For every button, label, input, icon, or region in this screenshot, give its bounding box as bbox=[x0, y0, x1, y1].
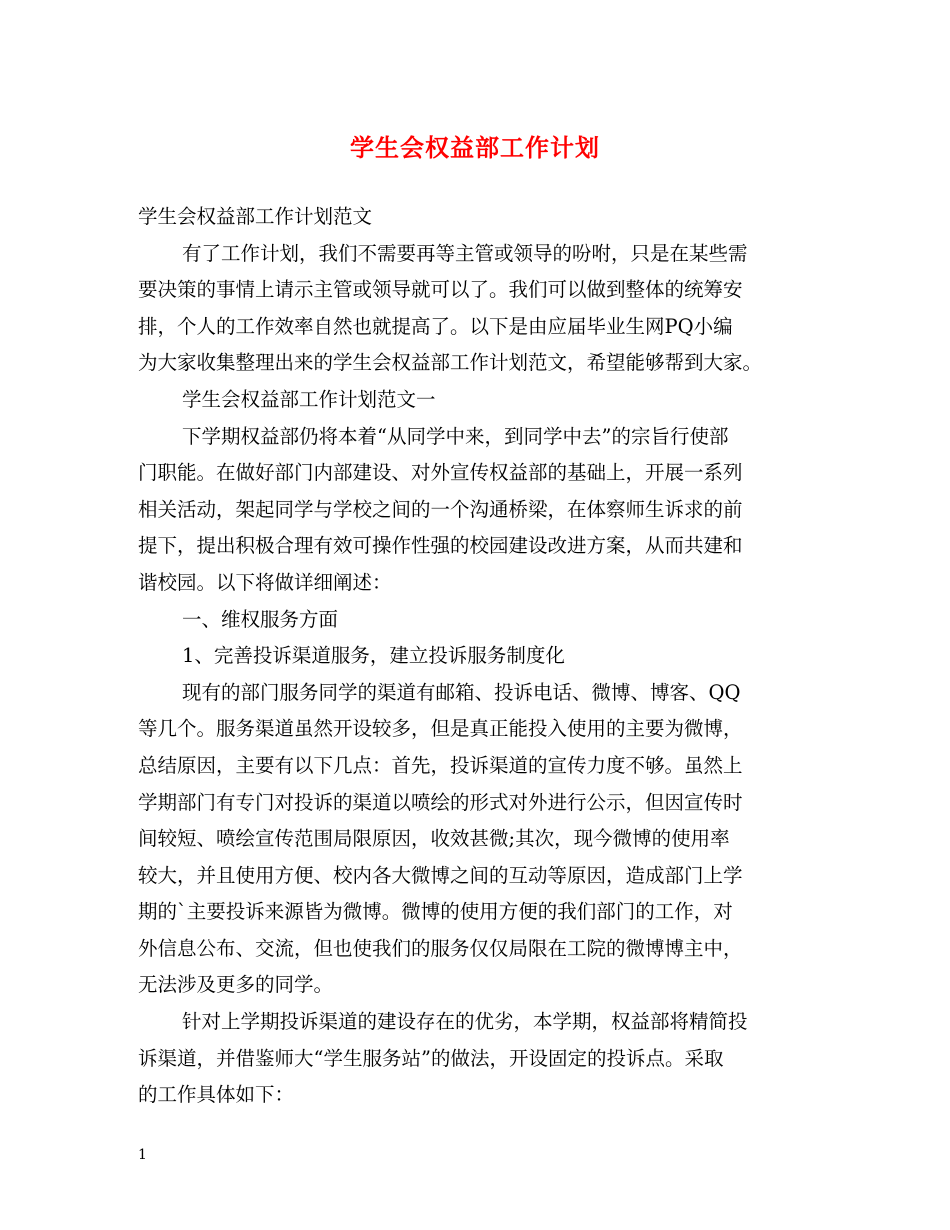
paragraph-line: 谐校园。以下将做详细阐述： bbox=[138, 570, 392, 594]
document-body bbox=[138, 199, 818, 1114]
section-heading: 学生会权益部工作计划范文 bbox=[138, 205, 373, 228]
paragraph-line: 为大家收集整理出来的学生会权益部工作计划范文，希望能够帮到大家。 bbox=[138, 351, 763, 375]
paragraph-line: 外信息公布、交流，但也使我们的服务仅仅局限在工院的微博博主中， bbox=[138, 936, 743, 960]
paragraph-line: 的工作具体如下： bbox=[138, 1083, 295, 1107]
subsection-heading: 1、完善投诉渠道服务，建立投诉服务制度化 bbox=[182, 644, 565, 668]
paragraph-line: 针对上学期投诉渠道的建设存在的优劣，本学期，权益部将精简投 bbox=[182, 1010, 748, 1034]
paragraph-line: 下学期权益部仍将本着“从同学中来，到同学中去”的宗旨行使部 bbox=[182, 424, 729, 448]
paragraph-line: 门职能。在做好部门内部建设、对外宣传权益部的基础上，开展一系列 bbox=[138, 461, 743, 485]
paragraph-line: 排，个人的工作效率自然也就提高了。以下是由应届毕业生网PQ小编 bbox=[138, 314, 733, 338]
paragraph-line: 总结原因，主要有以下几点：首先，投诉渠道的宣传力度不够。虽然上 bbox=[138, 753, 743, 777]
paragraph-line: 期的`主要投诉来源皆为微博。微博的使用方便的我们部门的工作，对 bbox=[138, 900, 733, 924]
paragraph-line: 较大，并且使用方便、校内各大微博之间的互动等原因，造成部门上学 bbox=[138, 863, 743, 887]
paragraph-line: 有了工作计划，我们不需要再等主管或领导的吩咐，只是在某些需 bbox=[182, 241, 748, 265]
paragraph-line: 提下，提出积极合理有效可操作性强的校园建设改进方案，从而共建和 bbox=[138, 534, 743, 558]
paragraph-line: 相关活动，架起同学与学校之间的一个沟通桥梁，在体察师生诉求的前 bbox=[138, 497, 743, 521]
section-heading: 一、维权服务方面 bbox=[182, 607, 339, 631]
paragraph-line: 等几个。服务渠道虽然开设较多，但是真正能投入使用的主要为微博， bbox=[138, 717, 743, 741]
paragraph-line: 无法涉及更多的同学。 bbox=[138, 973, 334, 997]
paragraph-line: 间较短、喷绘宣传范围局限原因，收效甚微;其次，现今微博的使用率 bbox=[138, 827, 730, 851]
paragraph-line: 要决策的事情上请示主管或领导就可以了。我们可以做到整体的统筹安 bbox=[138, 278, 743, 302]
section-heading: 学生会权益部工作计划范文一 bbox=[182, 387, 436, 411]
paragraph-line: 现有的部门服务同学的渠道有邮箱、投诉电话、微博、博客、QQ bbox=[182, 680, 741, 704]
paragraph-line: 诉渠道，并借鉴师大“学生服务站”的做法，开设固定的投诉点。采取 bbox=[138, 1046, 724, 1070]
paragraph-line: 学期部门有专门对投诉的渠道以喷绘的形式对外进行公示，但因宣传时 bbox=[138, 790, 743, 814]
document-title: 学生会权益部工作计划 bbox=[350, 133, 600, 162]
page-number: 1 bbox=[138, 1147, 147, 1163]
